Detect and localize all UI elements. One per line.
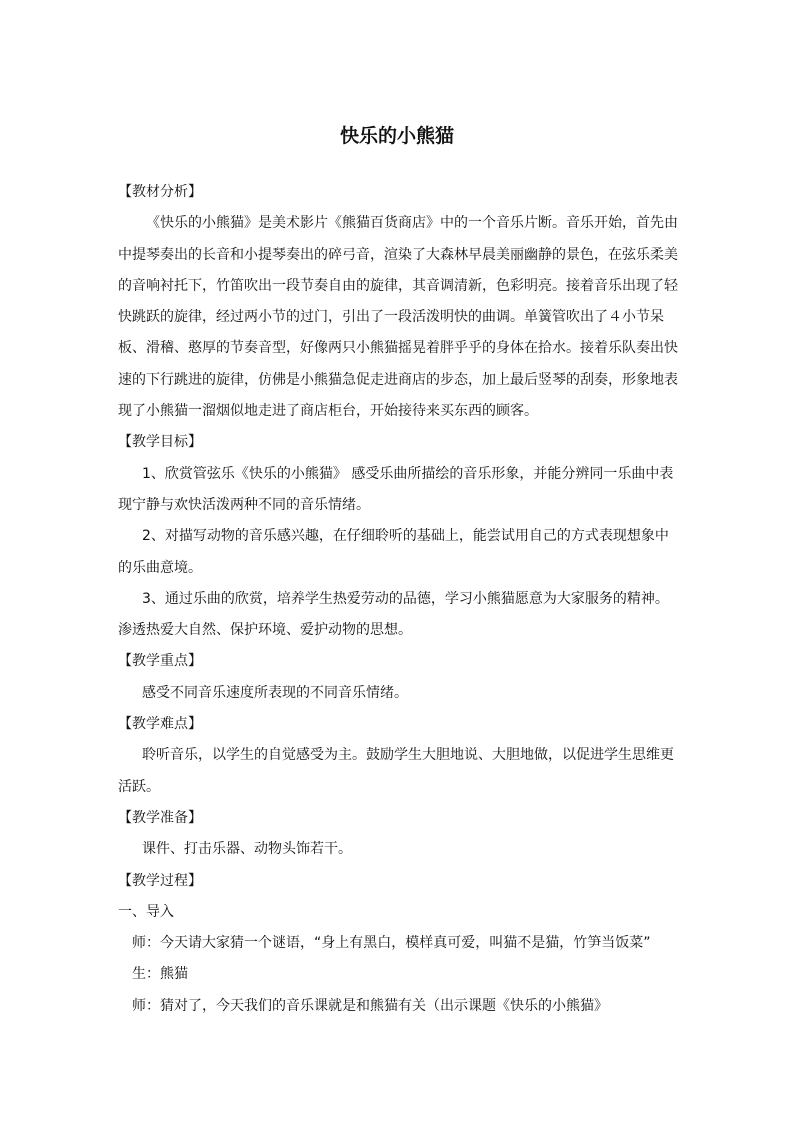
goal-item-3: 3、通过乐曲的欣赏，培养学生热爱劳动的品德，学习小熊猫愿意为大家服务的精神。渗透热爱大自然、保护环境、爱护动物的思想。 (118, 590, 669, 639)
section-heading-process: 【教学过程】 (118, 872, 202, 889)
section-heading-preparation: 【教学准备】 (118, 809, 202, 826)
goal-item-2: 2、对描写动物的音乐感兴趣，在仔细聆听的基础上，能尝试用自己的方式表现想象中的乐曲意境。 (118, 528, 669, 576)
section-heading-goals: 【教学目标】 (118, 434, 202, 451)
document-title: 快乐的小熊猫 (339, 125, 454, 147)
dialogue-line-1: 师：今天请大家猜一个谜语，“身上有黑白，模样真可爱，叫猫不是猫，竹笋当饭菜” (132, 935, 651, 952)
section-heading-difficulties: 【教学难点】 (118, 716, 202, 733)
process-step-1: 一、导入 (118, 903, 174, 920)
preparation-paragraph: 课件、打击乐器、动物头饰若干。 (142, 841, 352, 858)
goal-item-1: 1、欣赏管弦乐《快乐的小熊猫》 感受乐曲所描绘的音乐形象，并能分辨同一乐曲中表现宁静与欢快活泼两种不同的音乐情绪。 (118, 465, 674, 513)
document-body (118, 177, 678, 1022)
dialogue-line-2: 生：熊猫 (132, 966, 188, 983)
dialogue-line-3: 师：猜对了，今天我们的音乐课就是和熊猫有关（出示课题《快乐的小熊猫》 (132, 997, 608, 1014)
section-heading-key-points: 【教学重点】 (118, 653, 202, 670)
key-points-paragraph: 感受不同音乐速度所表现的不同音乐情绪。 (142, 684, 408, 701)
difficulties-paragraph: 聆听音乐，以学生的自觉感受为主。鼓励学生大胆地说、大胆地做，以促进学生思维更活跃。 (118, 747, 674, 795)
section-heading-analysis: 【教材分析】 (118, 184, 202, 200)
analysis-paragraph: 《快乐的小熊猫》是美术影片《熊猫百货商店》中的一个音乐片断。音乐开始，首先由中提琴奏出的长音和小提琴奏出的碎弓音，渲染了大森林早晨美丽幽静的景色，在弦乐柔美的音响衬托下，竹笛吹出一段节奏自由的旋律，其音调清新，色彩明亮。接着音乐出现了轻快跳跃的旋律，经过两小节的过门，引出了一段活泼明快的曲调。单簧管吹出了４小节呆板、滑稽、憨厚的节奏音型，好像两只小熊猫摇晃着胖乎乎的身体在拾水。接着乐队奏出快速的下行跳进的旋律，仿佛是小熊猫急促走进商店的步态，加上最后竖琴的刮奏，形象地表现了小熊猫一溜烟似地走进了商店柜台，开始接待来买东西的顾客。 (118, 215, 678, 420)
